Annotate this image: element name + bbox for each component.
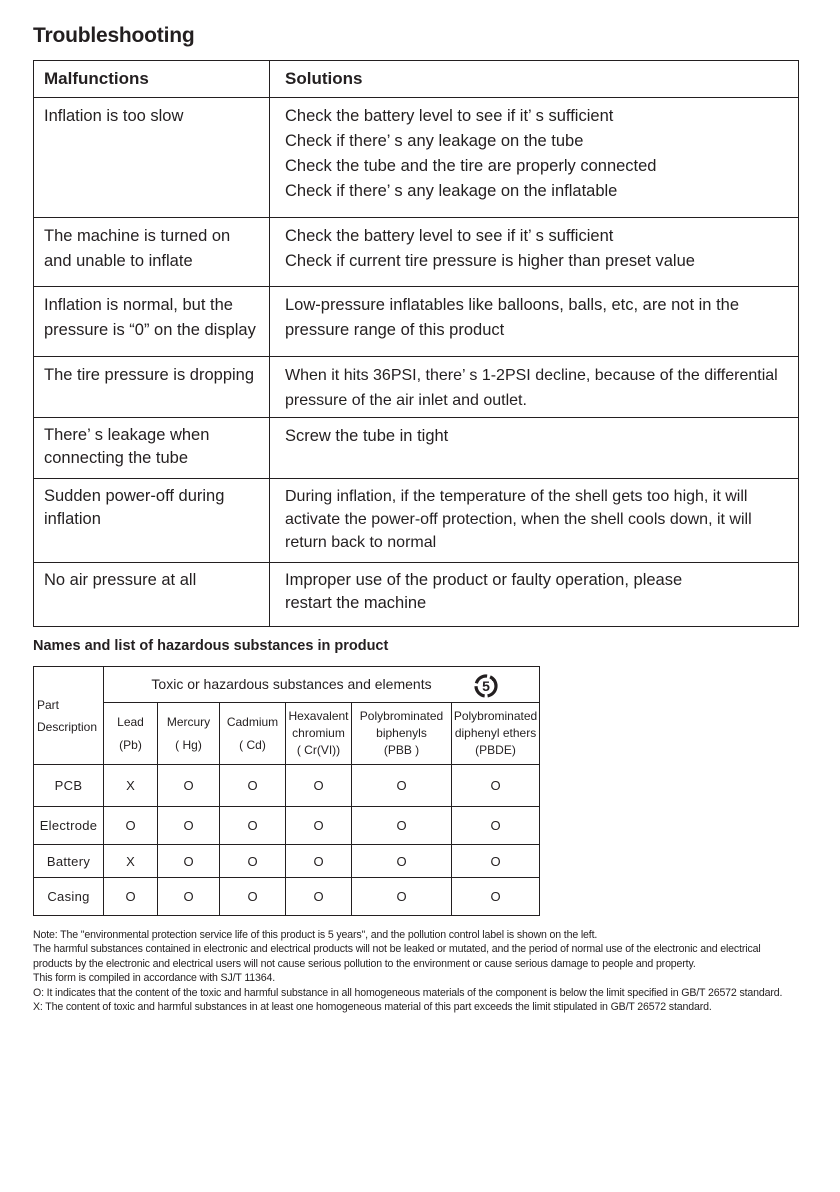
malfunction-cell: [34, 98, 270, 218]
note-paragraph: O: It indicates that the content of the toxic and harmful substance in all homogeneous materials of the component is below the limit specified in GB/T 26572 standard.: [33, 986, 783, 999]
page-title: Troubleshooting: [33, 24, 195, 47]
part-name: Electrode: [34, 807, 104, 845]
substance-value: O: [452, 878, 540, 916]
substance-value: O: [286, 765, 352, 807]
solutions-header: Solutions: [270, 61, 799, 98]
malfunctions-header: Malfunctions: [34, 61, 270, 98]
column-name: biphenyls: [376, 726, 427, 740]
column-name: Polybrominated: [453, 709, 538, 723]
solution-text: Screw the tube in tight: [285, 427, 449, 445]
substance-value: O: [104, 878, 158, 916]
solution-text: Check the battery level to see if it’ s sufficient: [285, 107, 614, 125]
table-row: [34, 479, 799, 563]
solution-text: restart the machine: [285, 594, 427, 612]
solution-text: During inflation, if the temperature of the shell gets too high, it will: [285, 488, 748, 505]
hazard-group-row: [34, 667, 540, 703]
substances-group-header: [104, 667, 540, 703]
table-row: [34, 878, 540, 916]
substance-value: O: [352, 845, 452, 878]
table-row: [34, 765, 540, 807]
solution-text: pressure of the air inlet and outlet.: [285, 392, 527, 409]
column-hexavalent-chromium: [286, 703, 352, 765]
solution-text: Check if current tire pressure is higher than preset value: [285, 252, 695, 270]
substance-value: O: [104, 807, 158, 845]
notes-block: [33, 928, 793, 1014]
malfunction-text: Sudden power-off during: [44, 487, 225, 505]
column-symbol: (Pb): [119, 737, 142, 752]
part-name: Casing: [34, 878, 104, 916]
part-description-header: [34, 667, 104, 765]
efup-label-icon: [473, 673, 499, 699]
solution-cell: [270, 357, 799, 418]
malfunction-text: pressure is “0” on the display: [44, 321, 256, 339]
solution-cell: [270, 479, 799, 563]
substance-value: O: [220, 878, 286, 916]
column-symbol: ( Cr(VI)): [296, 743, 341, 757]
substance-value: X: [104, 765, 158, 807]
part-label: Part: [37, 697, 60, 712]
column-cadmium: [220, 703, 286, 765]
malfunction-cell: [34, 218, 270, 287]
column-lead: [104, 703, 158, 765]
solution-text: Check if there’ s any leakage on the tube: [285, 132, 584, 150]
table-row: [34, 418, 799, 479]
solution-cell: [270, 218, 799, 287]
solution-text: Check if there’ s any leakage on the inflatable: [285, 182, 618, 200]
part-name: Battery: [34, 845, 104, 878]
table-row: [34, 845, 540, 878]
malfunction-text: The machine is turned on: [44, 227, 231, 245]
substance-value: X: [104, 845, 158, 878]
column-name: Hexavalent: [288, 709, 349, 723]
substance-value: O: [158, 878, 220, 916]
column-mercury: [158, 703, 220, 765]
substance-value: O: [158, 807, 220, 845]
substance-value: O: [220, 765, 286, 807]
substance-value: O: [286, 807, 352, 845]
substances-group-title: Toxic or hazardous substances and elements: [151, 676, 432, 692]
solution-text: When it hits 36PSI, there’ s 1-2PSI decline, because of the differential: [285, 367, 778, 384]
column-name: Polybrominated: [359, 709, 444, 723]
substance-value: O: [452, 807, 540, 845]
note-paragraph: The harmful substances contained in electronic and electrical products will not be leaked or mutated, and the period of normal use of the electronic and electrical products by the electronic and electrical users will not cause serious pollution to the environment or cause serious damage to people and property.: [33, 943, 761, 970]
malfunction-text: The tire pressure is dropping: [44, 366, 255, 384]
hazardous-substances-table: [33, 666, 540, 916]
solution-text: Low-pressure inflatables like balloons, balls, etc, are not in the: [285, 296, 739, 314]
column-name: chromium: [292, 726, 345, 740]
malfunction-cell: [34, 563, 270, 627]
malfunction-cell: [34, 357, 270, 418]
column-symbol: ( Hg): [175, 737, 202, 752]
malfunction-text: and unable to inflate: [44, 252, 193, 270]
troubleshooting-table: [33, 60, 799, 627]
hazard-heading: Names and list of hazardous substances in product: [33, 638, 389, 654]
column-name: Mercury: [166, 714, 211, 729]
solution-cell: [270, 418, 799, 479]
malfunction-text: connecting the tube: [44, 449, 189, 467]
column-name: diphenyl ethers: [454, 726, 537, 740]
column-symbol: (PBDE): [475, 743, 516, 757]
table-row: [34, 357, 799, 418]
column-pbb: [352, 703, 452, 765]
table-row: [34, 563, 799, 627]
malfunction-text: inflation: [44, 510, 101, 528]
solution-text: activate the power-off protection, when the shell cools down, it will: [285, 511, 752, 528]
substance-value: O: [286, 878, 352, 916]
table-row: [34, 98, 799, 218]
solution-text: Check the tube and the tire are properly connected: [285, 157, 657, 175]
table-row: [34, 807, 540, 845]
column-pbde: [452, 703, 540, 765]
malfunction-text: There’ s leakage when: [44, 426, 210, 444]
malfunction-text: No air pressure at all: [44, 571, 197, 589]
solution-text: pressure range of this product: [285, 321, 505, 339]
substance-value: O: [220, 807, 286, 845]
note-paragraph: Note: The "environmental protection service life of this product is 5 years", and the pollution control label is shown on the left.: [33, 929, 598, 941]
malfunction-cell: [34, 287, 270, 357]
malfunction-cell: [34, 418, 270, 479]
substance-value: O: [352, 765, 452, 807]
substance-value: O: [158, 765, 220, 807]
substance-value: O: [452, 845, 540, 878]
solution-text: return back to normal: [285, 534, 437, 551]
table-row: [34, 218, 799, 287]
substance-value: O: [452, 765, 540, 807]
column-name: Lead: [117, 714, 144, 729]
efup-years: 5: [482, 678, 490, 694]
solution-cell: [270, 287, 799, 357]
note-paragraph: X: The content of toxic and harmful substances in at least one homogeneous material of this part exceeds the limit stipulated in GB/T 26572 standard.: [33, 1001, 712, 1014]
note-paragraph: This form is compiled in accordance with SJ/T 11364.: [33, 972, 276, 985]
solution-cell: [270, 563, 799, 627]
hazard-column-header-row: [34, 703, 540, 765]
substance-value: O: [220, 845, 286, 878]
column-symbol: ( Cd): [239, 737, 266, 752]
table-row: [34, 287, 799, 357]
column-symbol: (PBB ): [383, 743, 420, 757]
description-label: Description: [37, 719, 98, 734]
solution-cell: [270, 98, 799, 218]
part-name: PCB: [34, 765, 104, 807]
substance-value: O: [286, 845, 352, 878]
substance-value: O: [352, 878, 452, 916]
table-header-row: [34, 61, 799, 98]
solution-text: Improper use of the product or faulty operation, please: [285, 571, 683, 589]
malfunction-text: Inflation is too slow: [44, 107, 184, 125]
malfunction-cell: [34, 479, 270, 563]
malfunction-text: Inflation is normal, but the: [44, 296, 233, 314]
substance-value: O: [158, 845, 220, 878]
solution-text: Check the battery level to see if it’ s sufficient: [285, 227, 614, 245]
substance-value: O: [352, 807, 452, 845]
column-name: Cadmium: [226, 714, 279, 729]
